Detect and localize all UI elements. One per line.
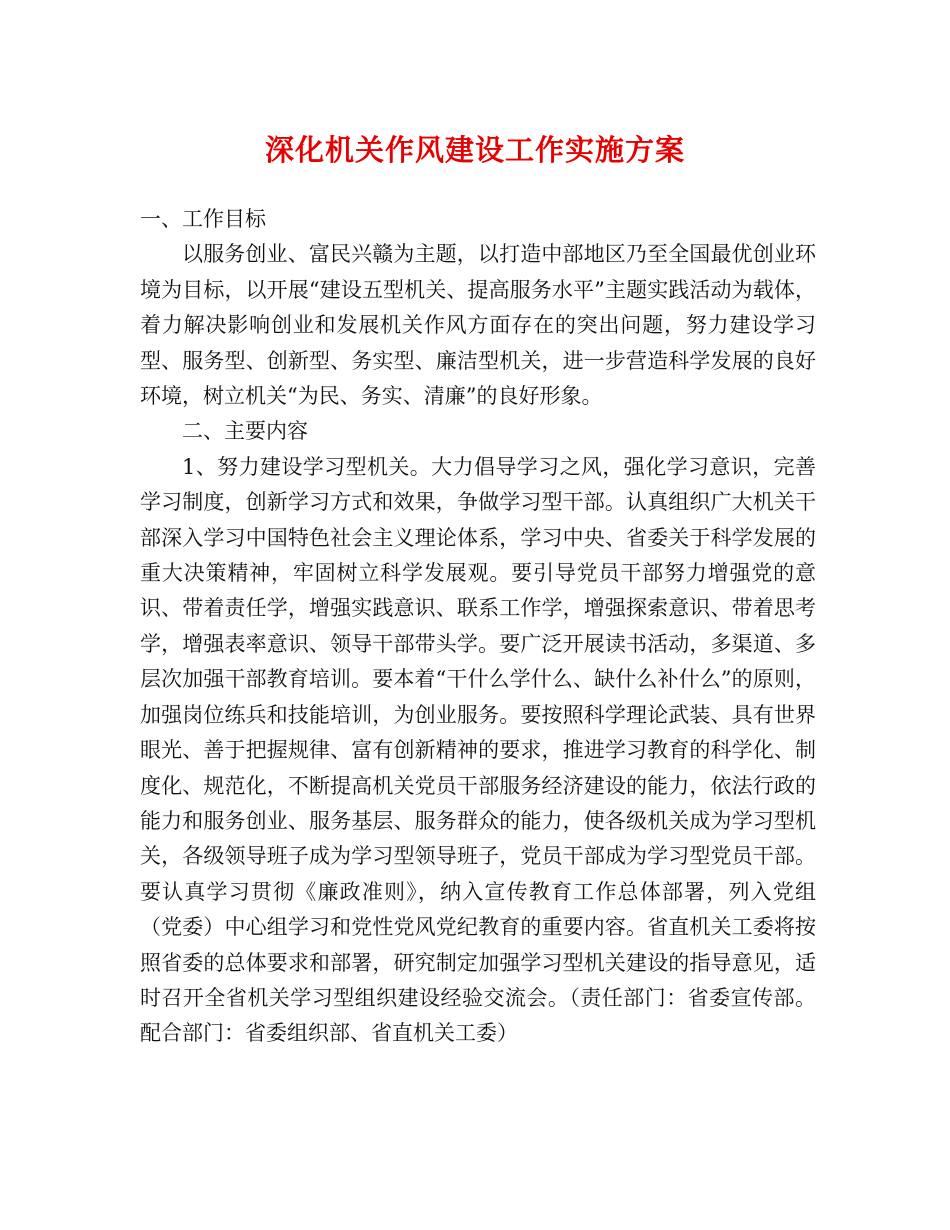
- document-title: 深化机关作风建设工作实施方案: [264, 133, 685, 167]
- item-1-paragraph: 1、努力建设学习型机关。大力倡导学习之风，强化学习意识，完善学习制度，创新学习方式和效果，争做学习型干部。认真组织广大机关干部深入学习中国特色社会主义理论体系，学习中央、省委关于科学发展的重大决策精神，牢固树立科学发展观。要引导党员干部努力增强党的意识、带着责任学，增强实践意识、联系工作学，增强探索意识、带着思考学，增强表率意识、领导干部带头学。要广泛开展读书活动，多渠道、多层次加强干部教育培训。要本着“干什么学什么、缺什么补什么”的原则，加强岗位练兵和技能培训，为创业服务。要按照科学理论武装、具有世界眼光、善于把握规律、富有创新精神的要求，推进学习教育的科学化、制度化、规范化，不断提高机关党员干部服务经济建设的能力，依法行政的能力和服务创业、服务基层、服务群众的能力，使各级机关成为学习型机关，各级领导班子成为学习型领导班子，党员干部成为学习型党员干部。要认真学习贯彻《廉政准则》，纳入宣传教育工作总体部署，列入党组（党委）中心组学习和党性党风党纪教育的重要内容。省直机关工委将按照省委的总体要求和部署，研究制定加强学习型机关建设的指导意见，适时召开全省机关学习型组织建设经验交流会。（责任部门：省委宣传部。配合部门：省委组织部、省直机关工委）: [140, 454, 816, 1046]
- section-1-paragraph: 以服务创业、富民兴赣为主题，以打造中部地区乃至全国最优创业环境为目标，以开展“建设五型机关、提高服务水平”主题实践活动为载体，着力解决影响创业和发展机关作风方面存在的突出问题，努力建设学习型、服务型、创新型、务实型、廉洁型机关，进一步营造科学发展的良好环境，树立机关“为民、务实、清廉”的良好形象。: [140, 242, 816, 409]
- section-1-heading: 一、工作目标: [140, 207, 266, 231]
- document-body: [140, 202, 816, 1052]
- section-2-heading: 二、主要内容: [182, 419, 308, 444]
